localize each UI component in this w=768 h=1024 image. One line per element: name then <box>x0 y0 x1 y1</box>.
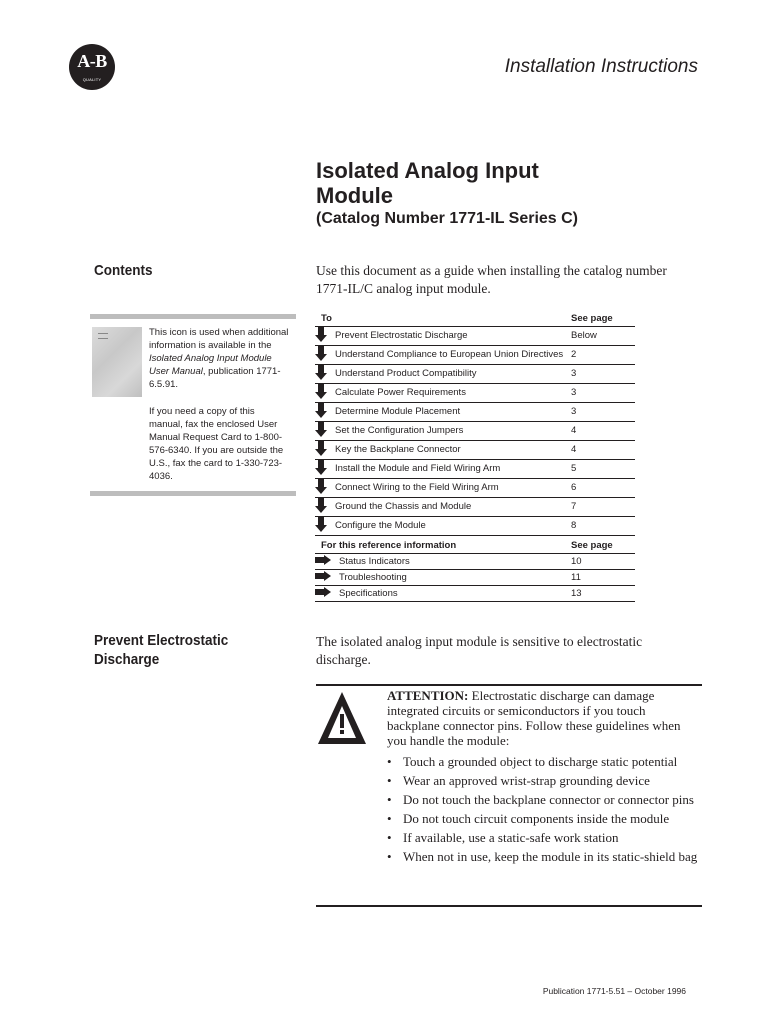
row-label: Connect Wiring to the Field Wiring Arm <box>335 478 571 497</box>
row-label: Ground the Chassis and Module <box>335 497 571 516</box>
attention-top-rule <box>316 684 702 686</box>
row-icon-cell <box>315 440 335 459</box>
row-label: Understand Compliance to European Union Directives <box>335 345 571 364</box>
table-row <box>315 345 635 364</box>
down-arrow-icon <box>315 346 327 361</box>
attention-text <box>387 688 699 748</box>
contents-heading: Contents <box>94 262 153 279</box>
note-manual-title: Isolated Analog Input Module User Manual <box>149 353 272 377</box>
manual-note <box>149 326 291 391</box>
row-page: 3 <box>571 402 635 421</box>
catalog-subtitle: (Catalog Number 1771-IL Series C) <box>316 210 579 227</box>
row-icon-cell <box>315 497 335 516</box>
tasks-col-page: See page <box>571 312 635 326</box>
table-row <box>315 497 635 516</box>
down-arrow-icon <box>315 327 327 342</box>
publication-footer: Publication 1771-5.51 – October 1996 <box>542 986 686 996</box>
row-icon-cell <box>315 478 335 497</box>
row-icon-cell <box>315 421 335 440</box>
logo-text: A-B <box>77 51 107 71</box>
row-page: 3 <box>571 364 635 383</box>
ref-header-row <box>315 539 635 553</box>
esd-intro: The isolated analog input module is sensitive to electrostatic discharge. <box>316 634 643 667</box>
row-page: 3 <box>571 383 635 402</box>
row-label: Prevent Electrostatic Discharge <box>335 326 571 345</box>
list-item: • Touch a grounded object to discharge static potential <box>387 754 707 769</box>
document-type: Installation Instructions <box>504 56 698 77</box>
page-title <box>316 158 646 208</box>
row-page: 13 <box>571 585 635 601</box>
row-icon-cell <box>315 402 335 421</box>
row-page: 8 <box>571 516 635 535</box>
row-icon-cell <box>315 553 335 569</box>
right-arrow-icon <box>315 587 331 597</box>
table-row <box>315 326 635 345</box>
row-icon-cell <box>315 383 335 402</box>
row-icon-cell <box>315 364 335 383</box>
table-row <box>315 553 635 569</box>
right-arrow-icon <box>315 571 331 581</box>
row-page: 4 <box>571 421 635 440</box>
note-bottom-rule <box>90 491 296 496</box>
right-arrow-icon <box>315 555 331 565</box>
esd-heading-line-1: Prevent Electrostatic <box>94 632 229 649</box>
down-arrow-icon <box>315 384 327 399</box>
attention-label: ATTENTION: <box>387 688 469 703</box>
row-page: 10 <box>571 553 635 569</box>
row-icon-cell <box>315 516 335 535</box>
table-row <box>315 440 635 459</box>
row-page: 11 <box>571 569 635 585</box>
table-row <box>315 402 635 421</box>
tasks-header-row <box>315 312 635 326</box>
row-label: Calculate Power Requirements <box>335 383 571 402</box>
esd-heading-line-2: Discharge <box>94 651 160 668</box>
down-arrow-icon <box>315 517 327 532</box>
row-icon-cell <box>315 585 335 601</box>
row-page: 6 <box>571 478 635 497</box>
note-text-b: , publication 1771-6.5.91. <box>149 366 281 390</box>
row-page: 4 <box>571 440 635 459</box>
list-item: • If available, use a static-safe work station <box>387 830 707 845</box>
row-label: Determine Module Placement <box>335 402 571 421</box>
warning-triangle-icon <box>316 690 368 746</box>
logo-tagline: QUALITY <box>82 77 102 82</box>
tasks-table <box>315 312 635 536</box>
contents-intro: Use this document as a guide when installing the catalog number 1771-IL/C analog input module. <box>316 263 667 296</box>
down-arrow-icon <box>315 441 327 456</box>
table-row <box>315 383 635 402</box>
title-line-1: Isolated Analog Input <box>316 158 539 183</box>
down-arrow-icon <box>315 422 327 437</box>
note-top-rule <box>90 314 296 319</box>
down-arrow-icon <box>315 460 327 475</box>
row-page: 2 <box>571 345 635 364</box>
down-arrow-icon <box>315 365 327 380</box>
row-label: Set the Configuration Jumpers <box>335 421 571 440</box>
row-label: Troubleshooting <box>335 569 571 585</box>
table-row <box>315 478 635 497</box>
esd-heading <box>94 631 228 669</box>
table-row <box>315 569 635 585</box>
reference-table <box>315 539 635 602</box>
row-icon-cell <box>315 569 335 585</box>
row-label: Understand Product Compatibility <box>335 364 571 383</box>
list-item: • Do not touch the backplane connector or connector pins <box>387 792 707 807</box>
list-item: • Wear an approved wrist-strap grounding device <box>387 773 707 788</box>
row-icon-cell <box>315 459 335 478</box>
list-item: • When not in use, keep the module in its static-shield bag <box>387 849 707 864</box>
tasks-col-to: To <box>315 312 571 326</box>
esd-guidelines <box>387 754 707 868</box>
note-text-a: This icon is used when additional information is available in the <box>149 327 289 351</box>
row-label: Configure the Module <box>335 516 571 535</box>
row-icon-cell <box>315 345 335 364</box>
down-arrow-icon <box>315 479 327 494</box>
list-item: • Do not touch circuit components inside the module <box>387 811 707 826</box>
down-arrow-icon <box>315 403 327 418</box>
ref-col-page: See page <box>571 539 635 553</box>
row-page: Below <box>571 326 635 345</box>
down-arrow-icon <box>315 498 327 513</box>
table-row <box>315 516 635 535</box>
user-manual-icon <box>92 327 142 397</box>
row-label: Specifications <box>335 585 571 601</box>
table-row <box>315 421 635 440</box>
attention-bottom-rule <box>316 905 702 907</box>
table-row <box>315 459 635 478</box>
allen-bradley-logo <box>69 44 115 90</box>
table-row <box>315 364 635 383</box>
row-page: 5 <box>571 459 635 478</box>
fax-note: If you need a copy of this manual, fax the enclosed User Manual Request Card to 1-800-576-6340. If you are outside the U.S., fax the card to 1-330-723-4036. <box>149 406 284 482</box>
attention-body: Electrostatic discharge can damage integrated circuits or semiconductors if you touch backplane connector pins. Follow these guidelines when you handle the module: <box>387 688 681 748</box>
row-label: Key the Backplane Connector <box>335 440 571 459</box>
title-line-2: Module <box>316 183 393 208</box>
row-label: Status Indicators <box>335 553 571 569</box>
ref-col-info: For this reference information <box>315 539 571 553</box>
table-row <box>315 585 635 601</box>
row-page: 7 <box>571 497 635 516</box>
row-icon-cell <box>315 326 335 345</box>
row-label: Install the Module and Field Wiring Arm <box>335 459 571 478</box>
